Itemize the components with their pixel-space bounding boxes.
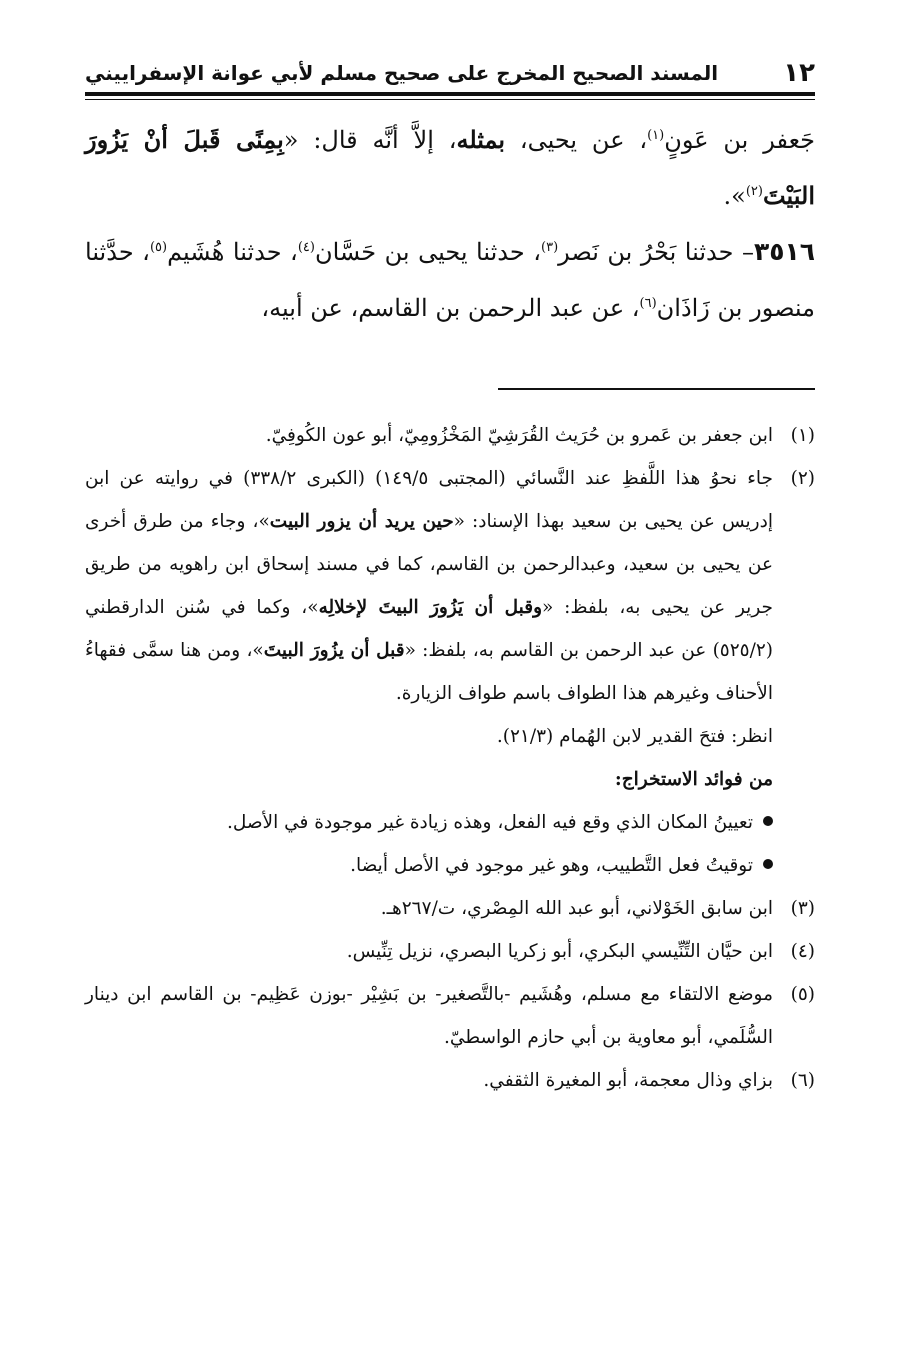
footnote-ref[interactable]: (٣): [541, 240, 559, 255]
footnote-4: [85, 930, 815, 973]
footnote-number: (٥): [790, 984, 815, 1005]
hadith-paragraph: [85, 224, 815, 336]
benefit-text: توقيتُ فعل التَّطييب، وهو غير موجود في الأصل أيضا.: [350, 855, 753, 876]
text-span: – حدثنا بَحْرُ بن نَصر: [558, 238, 754, 266]
running-header: [85, 55, 815, 91]
text-span: ، حدثنا يحيى بن حَسَّان: [314, 238, 541, 266]
bullet-icon: [763, 816, 773, 826]
running-title: المسند الصحيح المخرج على صحيح مسلم لأبي عوانة الإسفراييني: [85, 61, 719, 85]
footnote-number: (٢): [790, 468, 815, 489]
bold-quote: وقبل أن يَزُورَ البيتَ لإخلالِه: [318, 597, 542, 618]
bullet-icon: [763, 859, 773, 869]
footnote-text: جاء نحوُ هذا اللَّفظِ عند النَّسائي (المجتبى ١٤٩/٥) (الكبرى ٣٣٨/٢) في روايته عن ابن إدريس عن يحيى بن سعيد بهذا الإسناد: «: [85, 468, 773, 532]
footnote-number: (٣): [790, 898, 815, 919]
footnote-ref[interactable]: (٢): [745, 184, 763, 199]
footnote-number: (٦): [790, 1070, 815, 1091]
hadith-number: ٣٥١٦: [753, 237, 816, 266]
text-span: ، حدَّثنا منصور بن زَاذَان: [85, 238, 815, 322]
header-rule-thin: [85, 99, 815, 100]
footnote-2: [85, 457, 815, 715]
bold-text: بِمِنًى قَبلَ أنْ يَزُورَ البَيْتَ: [85, 125, 815, 210]
footnote-1: [85, 414, 815, 457]
footnote-text: »، وكما في سُنن الدارقطني (٥٢٥/٢) عن عبد الرحمن بن القاسم به، بلفظ: «: [85, 597, 773, 661]
page-number: ١٢: [783, 58, 815, 88]
text-span: ».: [723, 182, 746, 210]
footnote-ref[interactable]: (٤): [297, 240, 315, 255]
bold-text: بمثله: [456, 125, 506, 154]
footnote-ref[interactable]: (٦): [639, 296, 657, 311]
main-text: [85, 112, 815, 336]
benefit-text: تعيينُ المكان الذي وقع فيه الفعل، وهذه زيادة غير موجودة في الأصل.: [226, 812, 753, 833]
footnote-5: [85, 973, 815, 1059]
footnote-6: [85, 1059, 815, 1102]
header-rule: [85, 92, 815, 96]
text-span: ، عن يحيى،: [505, 126, 648, 154]
footnote-text: »، ومن هنا سمَّى فقهاءُ الأحناف وغيرهم هذا الطواف باسم طواف الزيارة.: [85, 640, 773, 704]
text-span: جَعفر بن عَونٍ: [664, 126, 816, 154]
footnote-text: ابن سابق الخَوْلاني، أبو عبد الله المِصْري، ت/٢٦٧هـ.: [380, 898, 773, 919]
benefits-heading: من فوائد الاستخراج:: [614, 769, 773, 790]
bold-quote: قبل أن يزُورَ البيتَ: [263, 640, 405, 661]
footnote-2-reference: انظر: فتحَ القدير لابن الهُمام (٢١/٣).: [496, 726, 773, 747]
footnote-text: »، وجاء من طرق أخرى عن يحيى بن سعيد، وعبدالرحمن بن القاسم، كما في مسند إسحاق ابن راهويه من طريق جرير عن يحيى به، بلفظ: «: [85, 511, 773, 618]
footnote-text: ابن جعفر بن عَمرو بن حُرَيث القُرَشِيّ المَخْزُومِيّ، أبو عون الكُوفِيّ.: [265, 425, 773, 446]
footnote-ref[interactable]: (١): [647, 128, 665, 143]
footnotes: [85, 414, 815, 1102]
footnote-number: (١): [790, 425, 815, 446]
benefit-item: [85, 801, 815, 844]
text-span: ، حدثنا هُشَيم: [167, 238, 298, 266]
footnote-text: ابن حيَّان التِّنِّيسي البكري، أبو زكريا البصري، نزيل تِنِّيس.: [346, 941, 773, 962]
footnote-text: موضع الالتقاء مع مسلم، وهُشَيم -بالتَّصغير- بن بَشِيْر -بوزن عَظِيم- بن القاسم ابن دينار السُّلَمي، أبو معاوية بن أبي حازم الواسطيّ.: [85, 984, 773, 1048]
benefit-item: [85, 844, 815, 887]
footnote-number: (٤): [790, 941, 815, 962]
text-span: ، إلاَّ أنَّه قال: «: [283, 126, 457, 154]
bold-quote: حين يريد أن يزور البيت: [269, 511, 454, 532]
footnote-3: [85, 887, 815, 930]
footnote-text: بزاي وذال معجمة، أبو المغيرة الثقفي.: [483, 1070, 773, 1091]
footnote-separator: [498, 388, 815, 390]
text-span: ، عن عبد الرحمن بن القاسم، عن أبيه،: [261, 294, 640, 322]
hadith-continuation-paragraph: [85, 112, 815, 224]
footnote-ref[interactable]: (٥): [149, 240, 168, 255]
